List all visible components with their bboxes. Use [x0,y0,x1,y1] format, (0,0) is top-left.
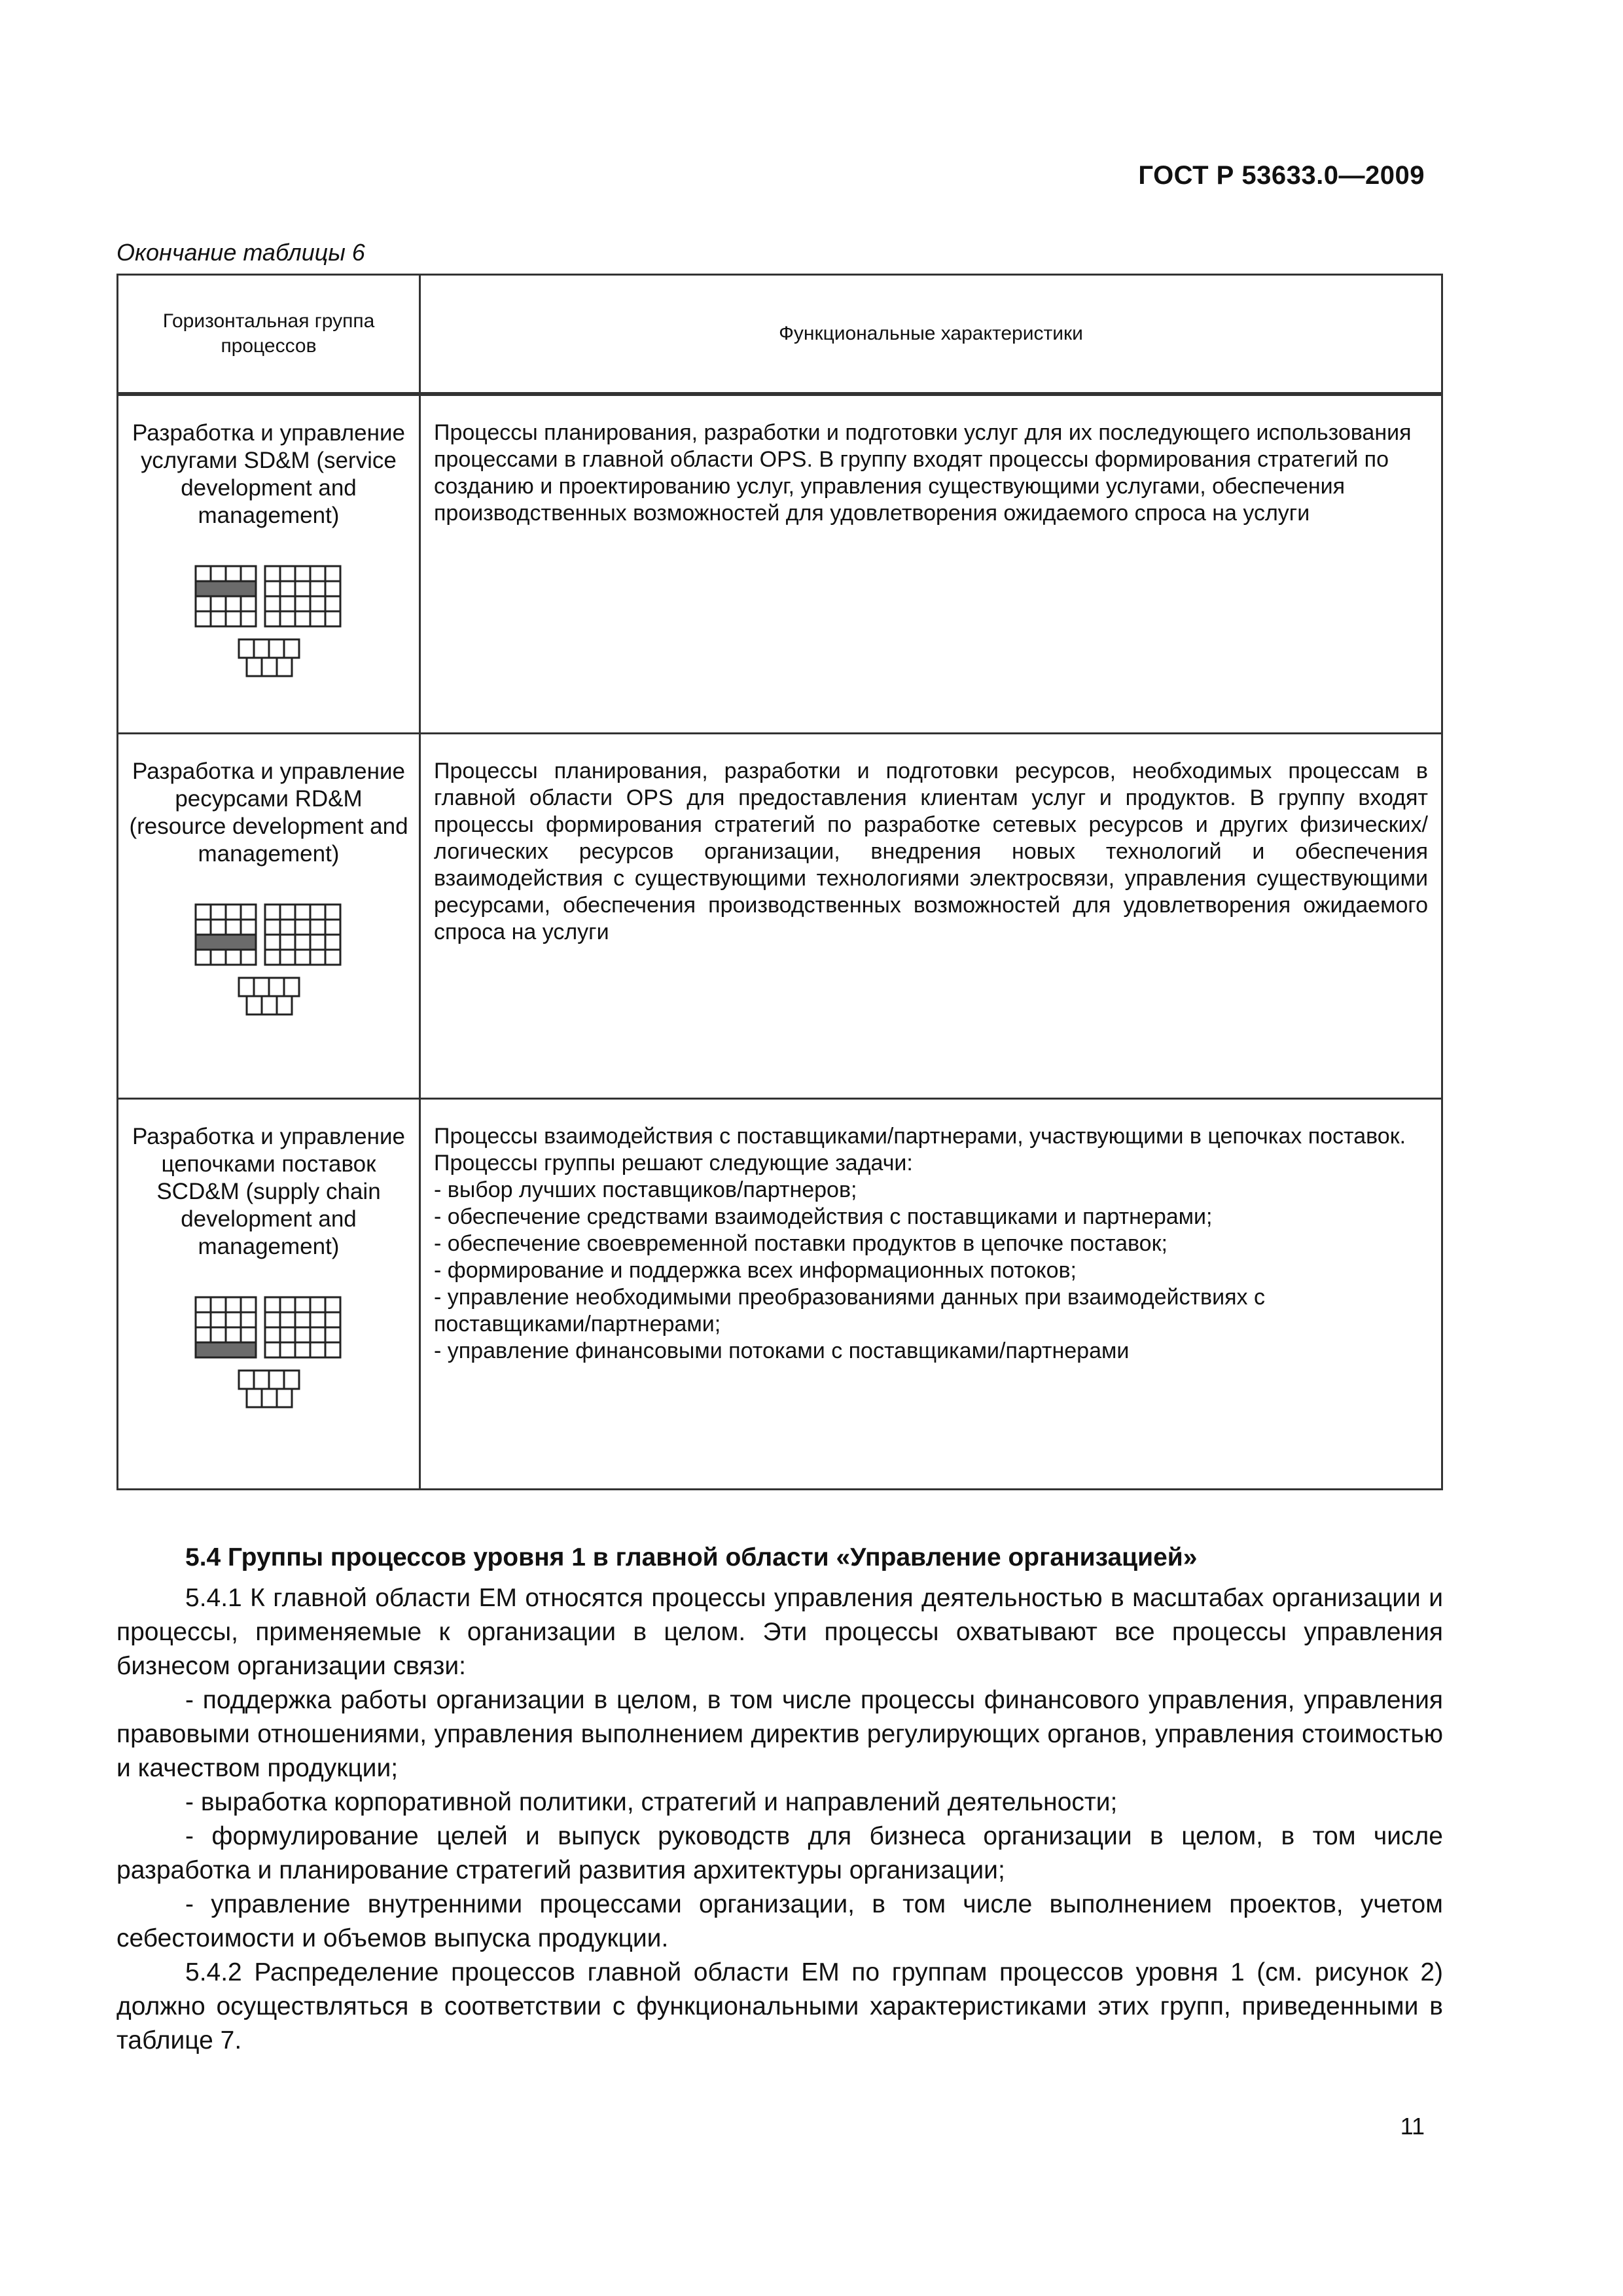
table-header-row [118,275,1442,395]
grid-cell [211,905,226,920]
process-grid-icon [193,1295,345,1415]
grid-cell [226,950,241,965]
section-heading: 5.4 Группы процессов уровня 1 в главной области «Управление организацией» [185,1543,1198,1571]
grid-cell [196,596,211,611]
grid-cell [241,1312,256,1327]
grid-cell [325,1327,340,1342]
grid-cell [325,935,340,950]
column-header-group: Горизонтальная группа процессов [118,275,420,395]
paragraph: - выработка корпоративной политики, стратегий и направлений деятельности; [185,1788,1118,1816]
grid-cell [310,1327,325,1342]
bottom-cell [247,658,262,676]
grid-cell [325,1297,340,1312]
table-row [118,394,1442,733]
description-line: Процессы группы решают следующие задачи: [434,1150,913,1175]
bottom-cell [254,978,269,996]
grid-cell [280,950,295,965]
grid-cell [280,920,295,935]
paragraph: 5.4.1 К главной области EM относятся процессы управления деятельностью в масштабах организации и процессы, применяемые к организации в целом. Эти процессы охватывают все процессы управления бизнесом организации связи: [116,1584,1443,1680]
bottom-cell [284,978,299,996]
grid-cell [280,611,295,626]
grid-cell [295,596,310,611]
grid-cell [196,920,211,935]
grid-cell [211,1327,226,1342]
table-row [118,1098,1442,1489]
grid-cell [265,920,280,935]
bottom-cell [239,639,254,658]
description-line: Процессы взаимодействия с поставщиками/партнерами, участвующими в цепочках поставок. [434,1123,1406,1149]
grid-cell [241,1297,256,1312]
grid-cell [265,1342,280,1357]
section-body [116,1581,1443,2058]
bottom-cell [262,658,277,676]
grid-cell [265,566,280,581]
grid-cell [295,935,310,950]
description-cell [420,1098,1442,1489]
table-row [118,733,1442,1098]
grid-cell [211,1312,226,1327]
bottom-cell [277,1389,292,1407]
bottom-cell [239,978,254,996]
grid-cell [211,611,226,626]
grid-cell [265,1297,280,1312]
group-cell [118,394,420,733]
grid-cell [310,611,325,626]
grid-cell [196,1312,211,1327]
grid-cell [196,1297,211,1312]
column-header-characteristics: Функциональные характеристики [420,275,1442,395]
grid-cell [211,566,226,581]
bottom-cell [269,1371,284,1389]
process-groups-table [116,274,1443,1490]
grid-cell [280,566,295,581]
grid-cell [196,611,211,626]
grid-cell [325,611,340,626]
page-number: 11 [1400,2113,1425,2140]
grid-cell [310,566,325,581]
grid-cell [241,1327,256,1342]
grid-cell [226,1327,241,1342]
grid-cell [265,935,280,950]
grid-cell [295,905,310,920]
grid-cell [265,1327,280,1342]
grid-cell [280,1342,295,1357]
description-line: - обеспечение своевременной поставки продуктов в цепочке поставок; [434,1230,1168,1256]
grid-cell [295,950,310,965]
paragraph: - поддержка работы организации в целом, в том числе процессы финансового управления, управления правовыми отношениями, управления выполнением директив регулирующих органов, управления стоимостью и качеством продукции; [116,1686,1443,1782]
description-text: Процессы планирования, разработки и подготовки услуг для их последующего использования процессами в главной области OPS. В группу входят процессы формирования стратегий по созданию и проектированию услуг, управления существующими услугами, обеспечения производственных возможностей для удовлетворения ожидаемого спроса на услуги [434,420,1412,526]
grid-cell [310,1297,325,1312]
description-text: Процессы планирования, разработки и подготовки ресурсов, необходимых процессам в главной области OPS для предоставления клиентам услуг и продуктов. В группу входят процессы формирования стратегий по разработке сетевых ресурсов и других физических/логических ресурсов организации, внедрения новых технологий и обеспечения взаимодействия с существующими технологиями электросвязи, управления существующими ресурсами, обеспечения производственных возможностей для удовлетворения ожидаемого спроса на услуги [434,758,1428,944]
grid-cell [310,950,325,965]
grid-cell [310,935,325,950]
table-caption: Окончание таблицы 6 [116,239,365,266]
document-code: ГОСТ Р 53633.0—2009 [1138,161,1425,190]
grid-cell [241,596,256,611]
grid-cell [280,1327,295,1342]
grid-cell [226,1312,241,1327]
grid-cell [241,611,256,626]
grid-cell [325,1342,340,1357]
grid-cell [310,1342,325,1357]
bottom-cell [284,639,299,658]
grid-cell [211,1297,226,1312]
grid-cell [241,920,256,935]
grid-cell [295,920,310,935]
grid-cell [280,1312,295,1327]
grid-cell [310,905,325,920]
grid-cell [241,950,256,965]
grid-cell [295,1312,310,1327]
bottom-cell [269,639,284,658]
group-name: Разработка и управление цепочками поставок SCD&M (supply chain development and management) [132,1123,405,1259]
bottom-cell [247,1389,262,1407]
grid-cell [280,581,295,596]
grid-cell [295,1342,310,1357]
bottom-cell [269,978,284,996]
grid-cell [265,611,280,626]
grid-cell [265,1312,280,1327]
grid-cell [211,950,226,965]
grid-cell [310,581,325,596]
grid-cell [295,566,310,581]
paragraph: - управление внутренними процессами организации, в том числе выполнением проектов, учетом себестоимости и объемов выпуска продукции. [116,1890,1443,1952]
grid-cell [310,1312,325,1327]
grid-cell [325,905,340,920]
grid-cell [226,596,241,611]
grid-cell [280,905,295,920]
description-line: - управление необходимыми преобразованиями данных при взаимодействиях с поставщиками/партнерами; [434,1284,1265,1336]
group-name: Разработка и управление ресурсами RD&M (resource development and management) [129,758,408,867]
grid-cell [325,566,340,581]
group-name: Разработка и управление услугами SD&M (service development and management) [132,420,405,528]
paragraph: - формулирование целей и выпуск руководств для бизнеса организации в целом, в том числе разработка и планирование стратегий развития архитектуры организации; [116,1822,1443,1884]
paragraph: 5.4.2 Распределение процессов главной области EM по группам процессов уровня 1 (см. рисунок 2) должно осуществляться в соответствии с функциональными характеристиками этих групп, приведенными в таблице 7. [116,1958,1443,2054]
grid-cell [226,566,241,581]
grid-cell [280,935,295,950]
bottom-cell [284,1371,299,1389]
description-line: - выбор лучших поставщиков/партнеров; [434,1177,857,1202]
bottom-cell [277,996,292,1014]
grid-cell [265,581,280,596]
group-cell [118,1098,420,1489]
grid-cell [226,920,241,935]
bottom-cell [254,1371,269,1389]
grid-cell [196,1327,211,1342]
grid-cell [211,596,226,611]
grid-cell [196,950,211,965]
bottom-cell [262,1389,277,1407]
bottom-cell [277,658,292,676]
grid-cell [196,905,211,920]
process-grid-icon [193,902,345,1022]
grid-cell [265,596,280,611]
grid-cell [280,596,295,611]
grid-cell [295,581,310,596]
grid-cell [310,596,325,611]
grid-cell [241,566,256,581]
highlighted-row [196,581,256,596]
grid-cell [325,950,340,965]
grid-cell [265,950,280,965]
grid-cell [295,1297,310,1312]
grid-cell [295,1327,310,1342]
process-grid-icon [193,564,345,684]
description-line: - управление финансовыми потоками с поставщиками/партнерами [434,1338,1130,1363]
grid-cell [325,920,340,935]
grid-cell [295,611,310,626]
grid-cell [226,611,241,626]
description-cell [420,394,1442,733]
grid-cell [211,920,226,935]
description-line: - формирование и поддержка всех информационных потоков; [434,1257,1077,1283]
description-line: - обеспечение средствами взаимодействия с поставщиками и партнерами; [434,1204,1213,1229]
grid-cell [325,1312,340,1327]
grid-cell [241,905,256,920]
grid-cell [325,596,340,611]
group-cell [118,733,420,1098]
bottom-cell [262,996,277,1014]
grid-cell [226,1297,241,1312]
grid-cell [325,581,340,596]
bottom-cell [247,996,262,1014]
grid-cell [265,905,280,920]
highlighted-row [196,1342,256,1357]
grid-cell [280,1297,295,1312]
highlighted-row [196,935,256,950]
description-cell [420,733,1442,1098]
bottom-cell [239,1371,254,1389]
grid-cell [196,566,211,581]
bottom-cell [254,639,269,658]
grid-cell [310,920,325,935]
grid-cell [226,905,241,920]
